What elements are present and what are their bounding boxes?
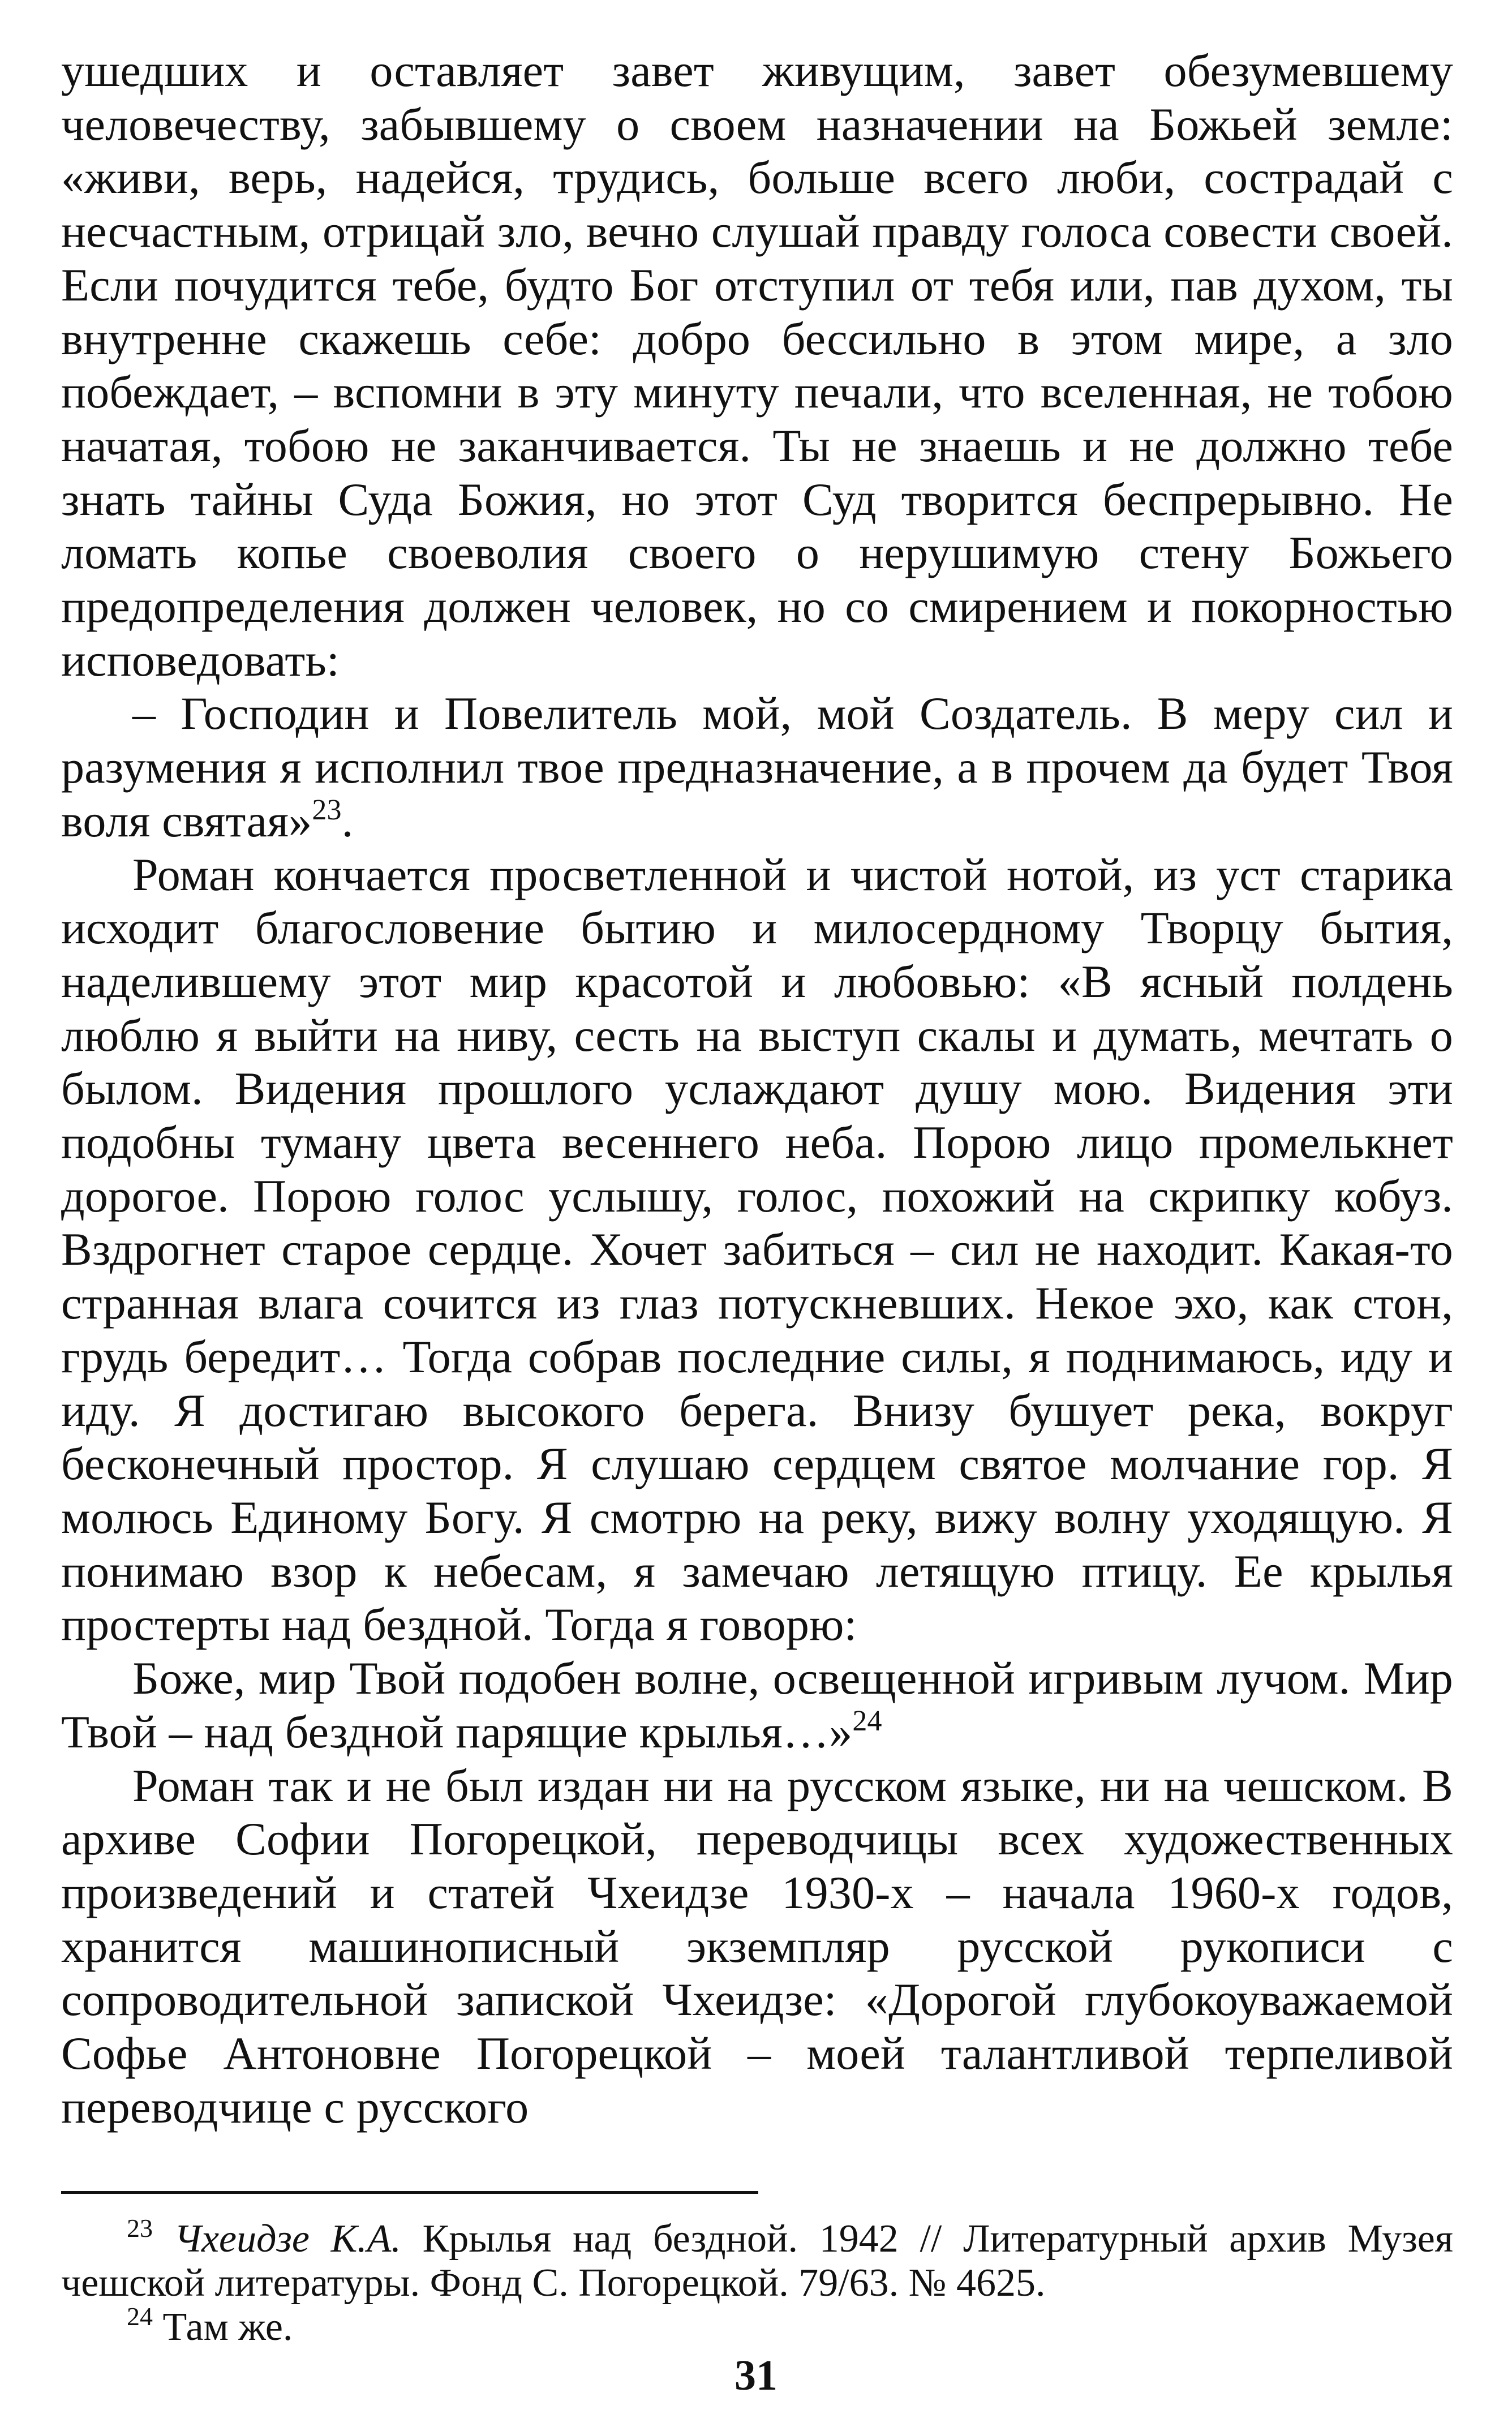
paragraph-text: Роман кончается просветленной и чистой нотой, из уст старика исходит благословение бытию и милосердному Творцу бытия, наделившему этот мир красотой и любовью: «В ясный полдень люблю я выйти на ниву, сесть на выступ скалы и думать, мечтать о былом. Видения прошлого услаждают душу мою. Видения эти подобны туману цвета весеннего неба. Порою лицо промелькнет дорогое. Порою голос услышу, голос, похожий на скрипку кобуз. Вздрогнет старое сердце. Хочет забиться – сил не находит. Какая-то странная влага сочится из глаз потускневших. Некое эхо, как стон, грудь бередит… Тогда собрав последние силы, я поднимаюсь, иду и иду. Я достигаю высокого берега. Внизу бушует река, вокруг бесконечный простор. Я слушаю сердцем святое молчание гор. Я молюсь Единому Богу. Я смотрю на реку, вижу волну уходящую. Я понимаю взор к небесам, я замечаю летящую птицу. Ее крылья простерты над бездной. Тогда я говорю: — [61, 848, 1453, 1651]
footnote-ref-24[interactable]: 24 — [852, 1704, 882, 1737]
paragraph — [61, 848, 1453, 1652]
footnote-23 — [61, 2214, 1453, 2305]
footnote-ref-23[interactable]: 23 — [312, 793, 342, 826]
footnote-divider — [61, 2191, 758, 2194]
page-number: 31 — [734, 2352, 778, 2399]
footnote-text: Крылья над бездной. 1942 // Литературный архив Музея чешской литературы. Фонд С. Погорецкой. 79/63. № 4625. — [61, 2217, 1453, 2305]
footnote-text: Там же. — [153, 2305, 293, 2349]
main-text — [61, 44, 1453, 2134]
paragraph — [61, 44, 1453, 687]
footnotes — [61, 2214, 1453, 2349]
paragraph-tail: . — [341, 794, 354, 847]
paragraph-text: Боже, мир Твой подобен волне, освещенной игривым лучом. Мир Твой – над бездной парящие крылья…» — [61, 1652, 1453, 1758]
footnote-number: 23 — [127, 2214, 153, 2243]
footnote-number: 24 — [127, 2302, 153, 2331]
footnote-24 — [61, 2302, 1453, 2349]
footnote-author: Чхеидзе К.А. — [174, 2217, 401, 2261]
paragraph — [61, 1652, 1453, 1759]
paragraph — [61, 687, 1453, 848]
paragraph-text: – Господин и Повелитель мой, мой Создатель. В меру сил и разумения я исполнил твое предназначение, а в прочем да будет Твоя воля святая» — [61, 688, 1453, 847]
paragraph — [61, 1759, 1453, 2134]
paragraph-text: Роман так и не был издан ни на русском языке, ни на чешском. В архиве Софии Погорецкой, переводчицы всех художественных произведений и статей Чхеидзе 1930-х – начала 1960-х годов, хранится машинописный экземпляр русской рукописи с сопроводительной запиской Чхеидзе: «Дорогой глубокоуважаемой Софье Антоновне Погорецкой – моей талантливой терпеливой переводчице с русского — [61, 1759, 1453, 2133]
paragraph-text: ушедших и оставляет завет живущим, завет обезумевшему человечеству, забывшему о своем назначении на Божьей земле: «живи, верь, надейся, трудись, больше всего люби, сострадай с несчастным, отрицай зло, вечно слушай правду голоса совести своей. Если почудится тебе, будто Бог отступил от тебя или, пав духом, ты внутренне скажешь себе: добро бессильно в этом мире, а зло побеждает, – вспомни в эту минуту печали, что вселенная, не тобою начатая, тобою не заканчивается. Ты не знаешь и не должно тебе знать тайны Суда Божия, но этот Суд творится беспрерывно. Не ломать копье своеволия своего о нерушимую стену Божьего предопределения должен человек, но со смирением и покорностью исповедовать: — [61, 45, 1453, 686]
